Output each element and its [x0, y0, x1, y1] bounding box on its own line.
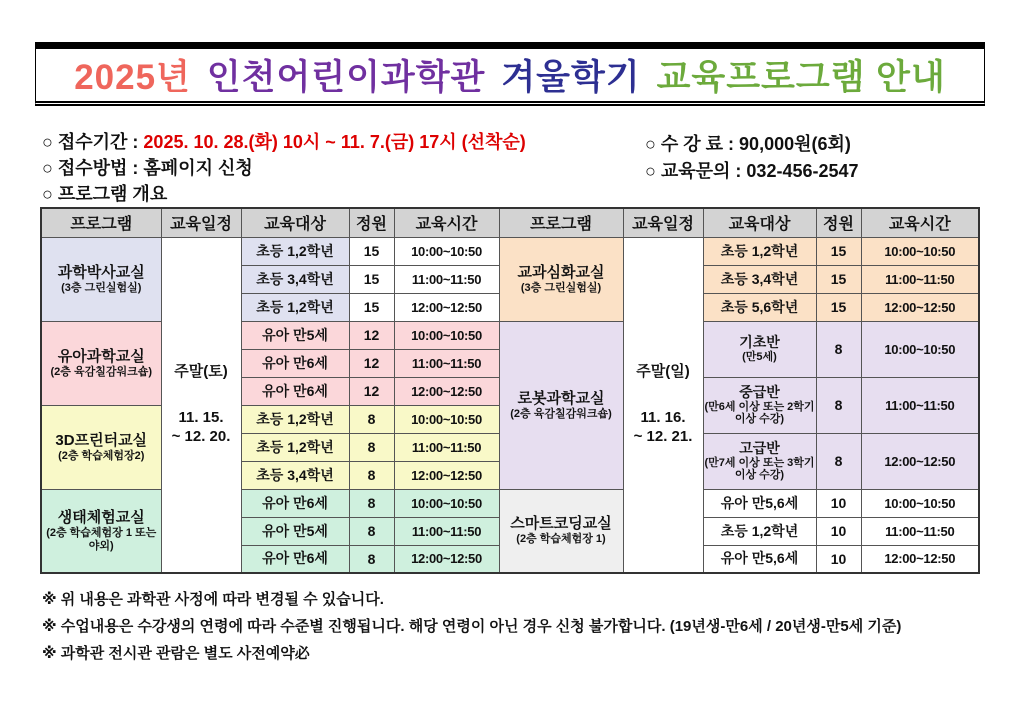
note-line-1: ※ 위 내용은 과학관 사정에 따라 변경될 수 있습니다. — [42, 591, 384, 608]
time-cell: 11:00~11:50 — [861, 265, 979, 293]
note-line-2: ※ 수업내용은 수강생의 연령에 따라 수준별 진행됩니다. 해당 연령이 아닌 경우 신청 불가합니다. (19년생-만6세 / 20년생-만5세 기준) — [42, 618, 902, 635]
program-cell-toddler-science — [41, 321, 161, 405]
time-cell: 12:00~12:50 — [861, 433, 979, 489]
program-cell-3d-printer — [41, 405, 161, 489]
contact-label: ○ 교육문의 : — [645, 161, 747, 181]
class-level-detail: (만5세) — [742, 351, 777, 363]
tuition-label: ○ 수 강 료 : — [645, 134, 740, 154]
class-level-detail: (만6세 이상 또는 2학기 이상 수강) — [704, 401, 815, 425]
time-cell: 12:00~12:50 — [861, 293, 979, 321]
header-time-right: 교육시간 — [861, 208, 979, 237]
time-cell: 11:00~11:50 — [394, 349, 499, 377]
capacity-cell: 12 — [349, 377, 394, 405]
capacity-cell: 12 — [349, 349, 394, 377]
note-line-3: ※ 과학관 전시관 관람은 별도 사전예약必 — [42, 645, 310, 662]
header-capacity-right: 정원 — [816, 208, 861, 237]
header-schedule-left: 교육일정 — [161, 208, 241, 237]
capacity-cell: 15 — [816, 265, 861, 293]
reception-method-value: 홈페이지 신청 — [143, 158, 253, 178]
class-level: 기초반 — [739, 334, 780, 350]
target-cell: 유아 만6세 — [241, 377, 349, 405]
program-location: (2층 학습체험장 1 또는 야외) — [46, 526, 157, 552]
footer-notes — [42, 586, 901, 667]
program-cell-science-doctor — [41, 237, 161, 321]
capacity-cell: 8 — [816, 433, 861, 489]
target-cell: 초등 1,2학년 — [241, 237, 349, 265]
schedule-end: ~ 12. 21. — [633, 428, 693, 446]
program-name: 유아과학교실 — [57, 347, 145, 365]
program-name: 생태체험교실 — [57, 508, 145, 526]
info-reception-method — [42, 155, 526, 181]
capacity-cell: 15 — [816, 237, 861, 265]
time-cell: 10:00~10:50 — [861, 489, 979, 517]
target-cell: 유아 만5,6세 — [703, 489, 816, 517]
time-cell: 11:00~11:50 — [394, 517, 499, 545]
schedule-cell-left — [161, 237, 241, 573]
reception-period-label: ○ 접수기간 : — [42, 132, 144, 152]
table-header-row — [41, 208, 979, 237]
class-level: 고급반 — [739, 440, 780, 456]
program-cell-robot-science — [499, 321, 623, 489]
target-cell: 유아 만5세 — [241, 517, 349, 545]
header-target-right: 교육대상 — [703, 208, 816, 237]
target-cell: 유아 만5,6세 — [703, 545, 816, 573]
capacity-cell: 15 — [349, 265, 394, 293]
target-cell: 초등 3,4학년 — [241, 461, 349, 489]
info-contact — [645, 158, 859, 185]
program-name: 과학박사교실 — [57, 263, 145, 281]
target-cell: 초등 3,4학년 — [241, 265, 349, 293]
capacity-cell: 15 — [816, 293, 861, 321]
header-time-left: 교육시간 — [394, 208, 499, 237]
time-cell: 10:00~10:50 — [394, 237, 499, 265]
time-cell: 10:00~10:50 — [861, 237, 979, 265]
program-location: (2층 육감칠감워크숍) — [510, 407, 612, 420]
program-location: (2층 학습체험장 1) — [516, 533, 606, 546]
program-location: (3층 그린실험실) — [520, 281, 602, 294]
capacity-cell: 15 — [349, 237, 394, 265]
info-reception-period — [42, 129, 526, 155]
time-cell: 10:00~10:50 — [394, 405, 499, 433]
target-cell: 유아 만6세 — [241, 489, 349, 517]
program-location: (2층 육감칠감워크숍) — [50, 365, 152, 378]
target-cell: 초등 1,2학년 — [241, 405, 349, 433]
target-cell: 초등 1,2학년 — [241, 293, 349, 321]
program-location: (3층 그린실험실) — [61, 281, 142, 294]
time-cell: 11:00~11:50 — [861, 377, 979, 433]
capacity-cell: 15 — [349, 293, 394, 321]
time-cell: 12:00~12:50 — [394, 293, 499, 321]
contact-value: 032-456-2547 — [746, 161, 859, 181]
time-cell: 12:00~12:50 — [394, 377, 499, 405]
target-cell: 초등 1,2학년 — [703, 237, 816, 265]
program-location: (2층 학습체험장2) — [58, 449, 145, 462]
capacity-cell: 8 — [816, 321, 861, 377]
title-semester: 겨울학기 — [501, 58, 641, 97]
capacity-cell: 8 — [816, 377, 861, 433]
schedule-day: 주말(일) — [636, 362, 690, 380]
time-cell: 11:00~11:50 — [394, 265, 499, 293]
info-right-column — [645, 131, 859, 185]
time-cell: 12:00~12:50 — [861, 545, 979, 573]
program-cell-subject-advanced — [499, 237, 623, 321]
info-tuition — [645, 131, 859, 158]
schedule-start: 11. 16. — [640, 409, 686, 427]
time-cell: 12:00~12:50 — [394, 461, 499, 489]
target-cell: 초등 1,2학년 — [703, 517, 816, 545]
target-cell: 유아 만6세 — [241, 349, 349, 377]
title-banner — [35, 42, 985, 106]
capacity-cell: 8 — [349, 405, 394, 433]
target-cell: 유아 만6세 — [241, 545, 349, 573]
capacity-cell: 10 — [816, 489, 861, 517]
schedule-day: 주말(토) — [174, 362, 228, 380]
capacity-cell: 8 — [349, 461, 394, 489]
program-table-wrap — [40, 207, 980, 574]
program-cell-eco-experience — [41, 489, 161, 573]
target-cell: 초등 5,6학년 — [703, 293, 816, 321]
program-table — [40, 207, 980, 574]
time-cell: 10:00~10:50 — [394, 489, 499, 517]
capacity-cell: 8 — [349, 517, 394, 545]
reception-method-label: ○ 접수방법 : — [42, 158, 144, 178]
class-level: 중급반 — [739, 384, 780, 400]
capacity-cell: 12 — [349, 321, 394, 349]
program-name: 교과심화교실 — [517, 263, 605, 281]
schedule-start: 11. 15. — [178, 409, 224, 427]
table-row — [41, 237, 979, 265]
header-program-right: 프로그램 — [499, 208, 623, 237]
schedule-end: ~ 12. 20. — [171, 428, 231, 446]
header-program-left: 프로그램 — [41, 208, 161, 237]
target-cell: 초등 3,4학년 — [703, 265, 816, 293]
class-level-detail: (만7세 이상 또는 3학기 이상 수강) — [704, 457, 815, 481]
program-name: 3D프린터교실 — [55, 431, 148, 449]
time-cell: 11:00~11:50 — [394, 433, 499, 461]
program-name: 스마트코딩교실 — [510, 515, 612, 533]
time-cell: 10:00~10:50 — [394, 321, 499, 349]
target-cell: 유아 만5세 — [241, 321, 349, 349]
info-program-overview: ○ 프로그램 개요 — [42, 184, 168, 204]
target-cell — [703, 321, 816, 377]
header-schedule-right: 교육일정 — [623, 208, 703, 237]
capacity-cell: 10 — [816, 545, 861, 573]
capacity-cell: 8 — [349, 545, 394, 573]
header-capacity-left: 정원 — [349, 208, 394, 237]
time-cell: 12:00~12:50 — [394, 545, 499, 573]
title-museum: 인천어린이과학관 — [206, 58, 486, 97]
tuition-value: 90,000원(6회) — [739, 134, 851, 154]
program-name: 로봇과학교실 — [517, 389, 605, 407]
title-year: 2025년 — [74, 58, 191, 97]
capacity-cell: 8 — [349, 489, 394, 517]
target-cell: 초등 1,2학년 — [241, 433, 349, 461]
capacity-cell: 8 — [349, 433, 394, 461]
program-cell-smart-coding — [499, 489, 623, 573]
target-cell — [703, 433, 816, 489]
header-target-left: 교육대상 — [241, 208, 349, 237]
title-program-guide: 교육프로그램 안내 — [656, 58, 946, 97]
schedule-cell-right — [623, 237, 703, 573]
time-cell: 10:00~10:50 — [861, 321, 979, 377]
capacity-cell: 10 — [816, 517, 861, 545]
reception-period-value: 2025. 10. 28.(화) 10시 ~ 11. 7.(금) 17시 (선착순) — [143, 132, 526, 152]
time-cell: 11:00~11:50 — [861, 517, 979, 545]
info-left-column — [42, 129, 526, 207]
target-cell — [703, 377, 816, 433]
